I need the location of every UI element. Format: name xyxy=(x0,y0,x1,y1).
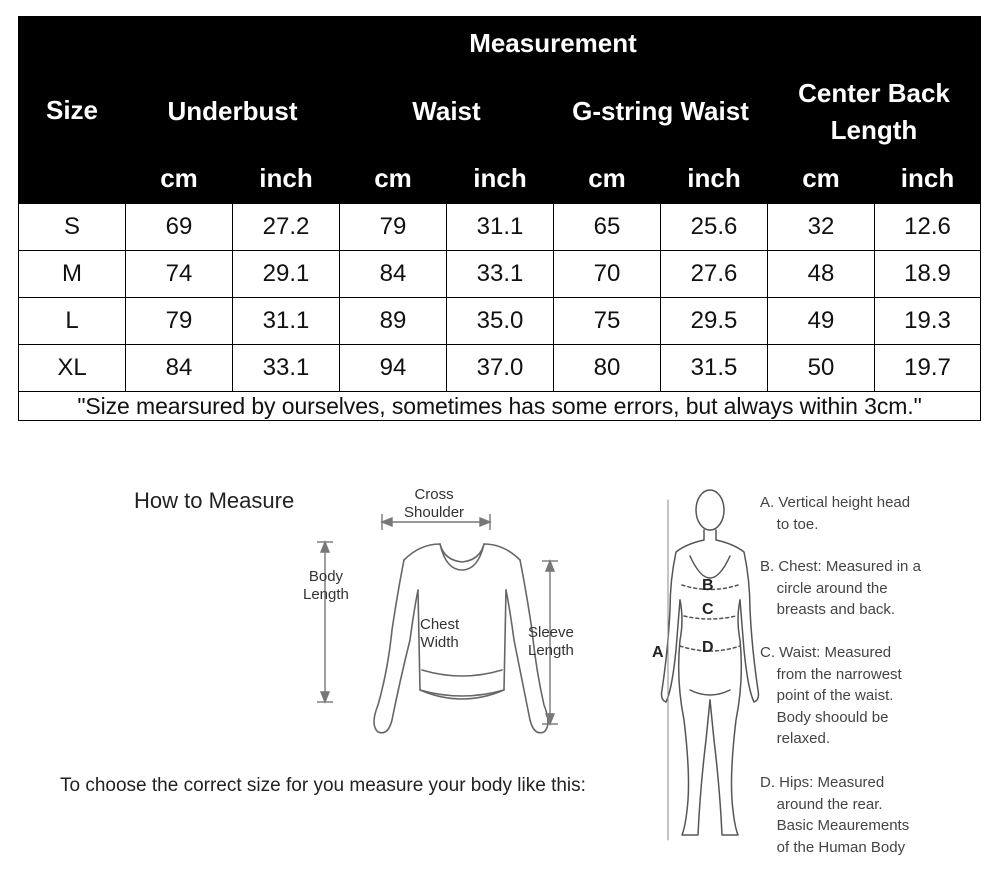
value-cell: 94 xyxy=(340,345,447,392)
unit-header: cm xyxy=(554,153,661,204)
size-note: "Size mearsured by ourselves, sometimes has some errors, but always within 3cm." xyxy=(19,392,981,421)
value-cell: 29.1 xyxy=(233,251,340,298)
value-cell: 12.6 xyxy=(875,204,981,251)
value-cell: 27.6 xyxy=(661,251,768,298)
value-cell: 70 xyxy=(554,251,661,298)
size-cell: L xyxy=(19,298,126,345)
marker-a: A xyxy=(652,644,664,661)
unit-header: cm xyxy=(340,153,447,204)
marker-c: C xyxy=(702,601,714,618)
unit-header: inch xyxy=(875,153,981,204)
unit-header: inch xyxy=(447,153,554,204)
description-b xyxy=(760,556,960,621)
size-cell: S xyxy=(19,204,126,251)
description-text: A. Vertical height head to toe. xyxy=(760,494,911,533)
size-header: Size xyxy=(19,17,126,204)
value-cell: 69 xyxy=(126,204,233,251)
marker-d: D xyxy=(702,639,714,656)
value-cell: 29.5 xyxy=(661,298,768,345)
value-cell: 80 xyxy=(554,345,661,392)
how-to-measure-title: How to Measure xyxy=(134,488,295,513)
description-a xyxy=(760,492,960,535)
body-length-label: Body Length xyxy=(303,568,349,603)
size-cell: XL xyxy=(19,345,126,392)
instruction-text: To choose the correct size for you measure your body like this: xyxy=(60,775,586,796)
value-cell: 75 xyxy=(554,298,661,345)
value-cell: 33.1 xyxy=(447,251,554,298)
measurement-header: Measurement xyxy=(126,17,981,71)
value-cell: 49 xyxy=(768,298,875,345)
description-c xyxy=(760,642,960,750)
value-cell: 89 xyxy=(340,298,447,345)
value-cell: 31.1 xyxy=(233,298,340,345)
group-header-center-back-length: Center Back Length xyxy=(768,71,981,153)
value-cell: 33.1 xyxy=(233,345,340,392)
description-text: B. Chest: Measured in a circle around the breasts and back. xyxy=(760,558,921,618)
value-cell: 37.0 xyxy=(447,345,554,392)
value-cell: 84 xyxy=(340,251,447,298)
body-figure xyxy=(662,490,759,840)
size-cell: M xyxy=(19,251,126,298)
description-d xyxy=(760,772,960,858)
group-header-gstring-waist: G-string Waist xyxy=(554,71,768,153)
value-cell: 74 xyxy=(126,251,233,298)
value-cell: 48 xyxy=(768,251,875,298)
group-header-underbust: Underbust xyxy=(126,71,340,153)
value-cell: 79 xyxy=(126,298,233,345)
unit-header: inch xyxy=(233,153,340,204)
unit-header: cm xyxy=(126,153,233,204)
unit-header: cm xyxy=(768,153,875,204)
value-cell: 84 xyxy=(126,345,233,392)
value-cell: 65 xyxy=(554,204,661,251)
description-text: D. Hips: Measured around the rear. Basic Meaurements of the Human Body xyxy=(760,774,910,856)
value-cell: 50 xyxy=(768,345,875,392)
value-cell: 32 xyxy=(768,204,875,251)
chest-width-label: Chest Width xyxy=(420,616,460,651)
cross-shoulder-label: Cross Shoulder xyxy=(404,486,465,521)
value-cell: 31.1 xyxy=(447,204,554,251)
garment-illustration xyxy=(374,544,548,733)
unit-header: inch xyxy=(661,153,768,204)
value-cell: 18.9 xyxy=(875,251,981,298)
sleeve-length-label: Sleeve Length xyxy=(528,624,574,659)
value-cell: 27.2 xyxy=(233,204,340,251)
value-cell: 19.7 xyxy=(875,345,981,392)
value-cell: 19.3 xyxy=(875,298,981,345)
value-cell: 25.6 xyxy=(661,204,768,251)
marker-b: B xyxy=(702,577,714,594)
value-cell: 79 xyxy=(340,204,447,251)
group-header-waist: Waist xyxy=(340,71,554,153)
value-cell: 35.0 xyxy=(447,298,554,345)
value-cell: 31.5 xyxy=(661,345,768,392)
description-text: C. Waist: Measured from the narrowest point of the waist. Body shoould be relaxed. xyxy=(760,644,902,747)
